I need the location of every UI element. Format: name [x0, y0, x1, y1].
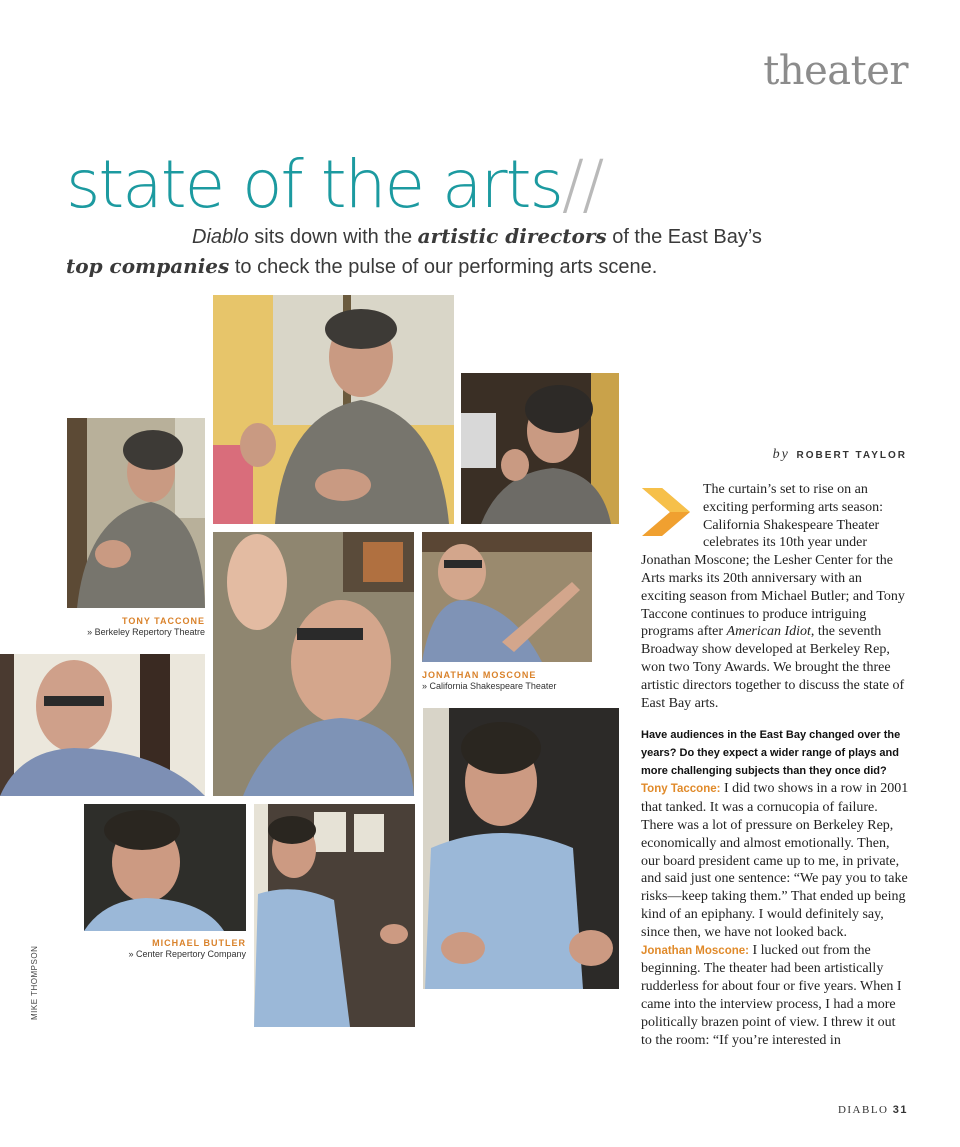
intro-text: , the seventh Broadway show developed at Berkeley Rep, won two Tony Awards. We brought the three artistic directors together to discuss the state of East Bay arts.	[641, 624, 905, 711]
caption-taccone	[67, 616, 205, 638]
photo-taccone-large	[213, 295, 454, 524]
speaker-name: Jonathan Moscone:	[641, 944, 749, 957]
section-title: theater	[763, 48, 908, 94]
caption-name: JONATHAN MOSCONE	[422, 670, 537, 680]
photo-credit: MIKE THOMPSON	[30, 945, 39, 1020]
folio	[838, 1104, 908, 1116]
intro-title: American Idiot	[726, 624, 811, 640]
article-body	[641, 481, 909, 1049]
byline-author: ROBERT TAYLOR	[796, 450, 907, 461]
deck-emphasis: top companies	[66, 254, 230, 278]
caption-org: » Center Repertory Company	[128, 949, 246, 959]
page-number: 31	[892, 1104, 908, 1116]
magazine-name: DIABLO	[837, 1104, 889, 1116]
deck-text: to check the pulse of our performing arts scene.	[229, 256, 658, 278]
caption-org: » Berkeley Repertory Theatre	[87, 627, 205, 637]
interview-question: Have audiences in the East Bay changed over the years? Do they expect a wider range of plays and more challenging subjects than they once did?	[641, 729, 901, 778]
intro-text: The curtain’s set to rise on an exciting performing arts season: California Shakespeare Theater celebrates its 10th year under Jonathan Moscone; the Lesher Center for the Arts marks its 20th anniversary with an exciting season from Michael Butler; and Tony Taccone continues to produce intriguing programs after	[641, 482, 905, 640]
headline-slashes: //	[561, 146, 603, 223]
photo-butler-large	[213, 532, 414, 796]
headline	[66, 146, 602, 223]
headline-text: state of the arts	[66, 146, 562, 223]
photo-moscone-seated	[254, 804, 415, 1027]
deck-magazine: Diablo	[192, 226, 249, 248]
answer-text: I did two shows in a row in 2001 that tanked. It was a cornucopia of failure. There was a lot of pressure on Berkeley Rep, economically and almost emotionally. Then, our board president came up to me, in private, and said just one sentence: “We pay you to take risks—keep taking them.” That ended up being kind of an epiphany. I would definitely say, since then, we have not looked back.	[641, 781, 909, 940]
caption-moscone	[422, 670, 602, 692]
answer-paragraph	[641, 780, 909, 941]
photo-taccone-side	[461, 373, 619, 524]
intro-paragraph	[641, 481, 909, 712]
answer-text: I lucked out from the beginning. The theater had been artistically rudderless for about four or five years. When I came into the interview process, I had a more politically brazen point of view. I threw it out to the room: “If you’re interested in	[641, 942, 902, 1048]
deck	[66, 222, 826, 282]
caption-name: TONY TACCONE	[121, 616, 205, 626]
photo-butler-small	[0, 654, 205, 796]
byline	[642, 447, 907, 463]
caption-org: » California Shakespeare Theater	[422, 681, 557, 691]
photo-moscone-small	[84, 804, 246, 931]
answer-paragraph	[641, 942, 909, 1050]
photo-butler-gesture	[422, 532, 592, 662]
byline-by: by	[772, 447, 790, 462]
deck-emphasis: artistic directors	[417, 224, 607, 248]
deck-text: sits down with the	[248, 226, 418, 248]
photo-moscone-large	[423, 708, 619, 989]
caption-butler	[84, 938, 246, 960]
photo-taccone-small	[67, 418, 205, 608]
speaker-name: Tony Taccone:	[641, 783, 721, 796]
deck-text: of the East Bay’s	[606, 226, 762, 248]
caption-name: MICHAEL BUTLER	[152, 938, 246, 948]
